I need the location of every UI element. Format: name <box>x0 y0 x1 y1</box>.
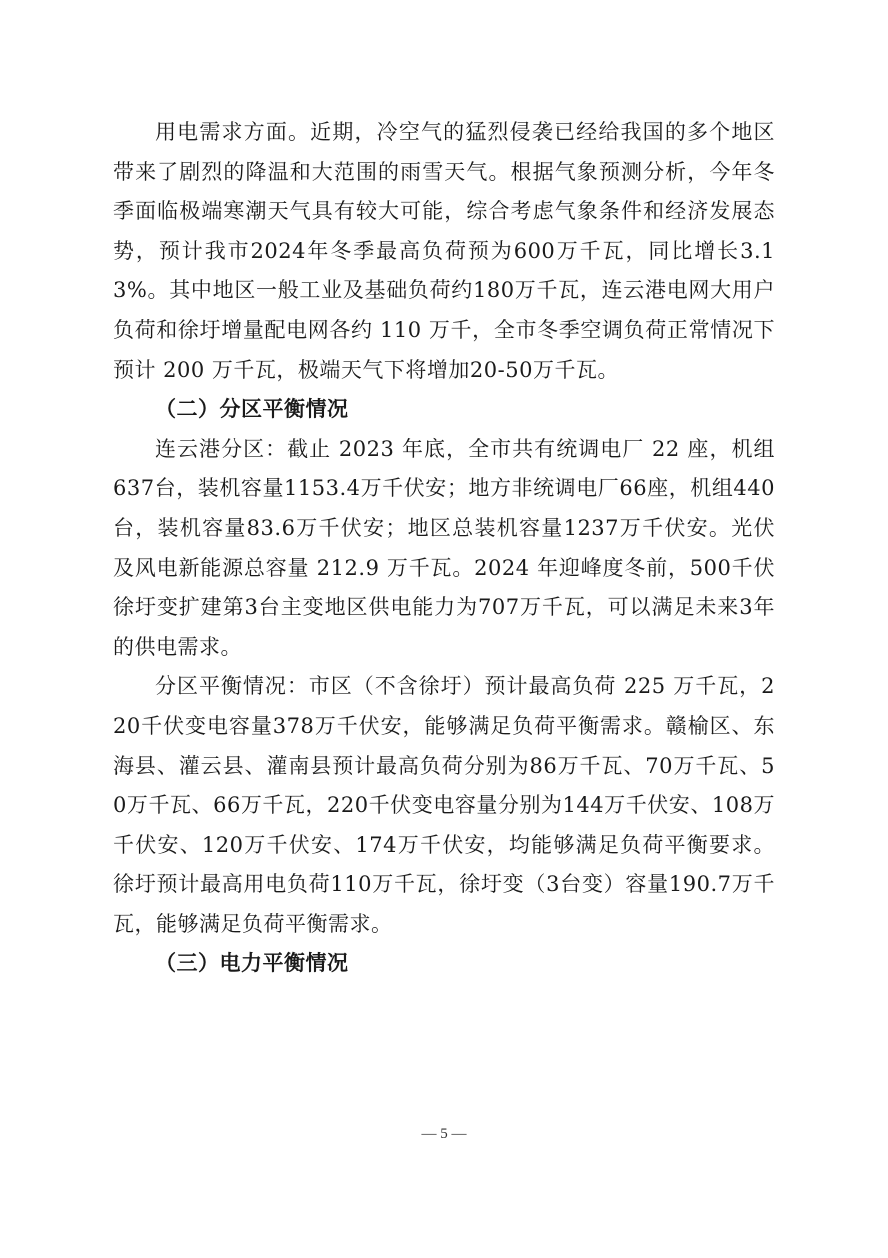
page-number: — 5 — <box>421 1126 467 1142</box>
section-heading-zone-balance: （二）分区平衡情况 <box>155 397 349 422</box>
document-body <box>113 113 775 984</box>
paragraph-lianyungang-zone: 连云港分区：截止 2023 年底，全市共有统调电厂 22 座，机组637台，装机容量1153.4万千伏安；地方非统调电厂66座，机组440台，装机容量83.6万千伏安；地区总装机容量1237万千伏安。光伏及风电新能源总容量 212.9 万千瓦。2024 年迎峰度冬前，500千伏徐圩变扩建第3台主变地区供电能力为707万千瓦，可以满足未来3年的供电需求。 <box>113 436 775 659</box>
section-heading-power-balance: （三）电力平衡情况 <box>155 951 349 976</box>
paragraph-electricity-demand: 用电需求方面。近期，冷空气的猛烈侵袭已经给我国的多个地区带来了剧烈的降温和大范围的雨雪天气。根据气象预测分析，今年冬季面临极端寒潮天气具有较大可能，综合考虑气象条件和经济发展态势，预计我市2024年冬季最高负荷预为600万千瓦，同比增长3.13%。其中地区一般工业及基础负荷约180万千瓦，连云港电网大用户负荷和徐圩增量配电网各约 110 万千，全市冬季空调负荷正常情况下预计 200 万千瓦，极端天气下将增加20-50万千瓦。 <box>113 120 775 382</box>
paragraph-zone-balance-status: 分区平衡情况：市区（不含徐圩）预计最高负荷 225 万千瓦，220千伏变电容量378万千伏安，能够满足负荷平衡需求。赣榆区、东海县、灌云县、灌南县预计最高负荷分别为86万千瓦、70万千瓦、50万千瓦、66万千瓦，220千伏变电容量分别为144万千伏安、108万千伏安、120万千伏安、174万千伏安，均能够满足负荷平衡要求。徐圩预计最高用电负荷110万千瓦，徐圩变（3台变）容量190.7万千瓦，能够满足负荷平衡需求。 <box>113 674 775 936</box>
